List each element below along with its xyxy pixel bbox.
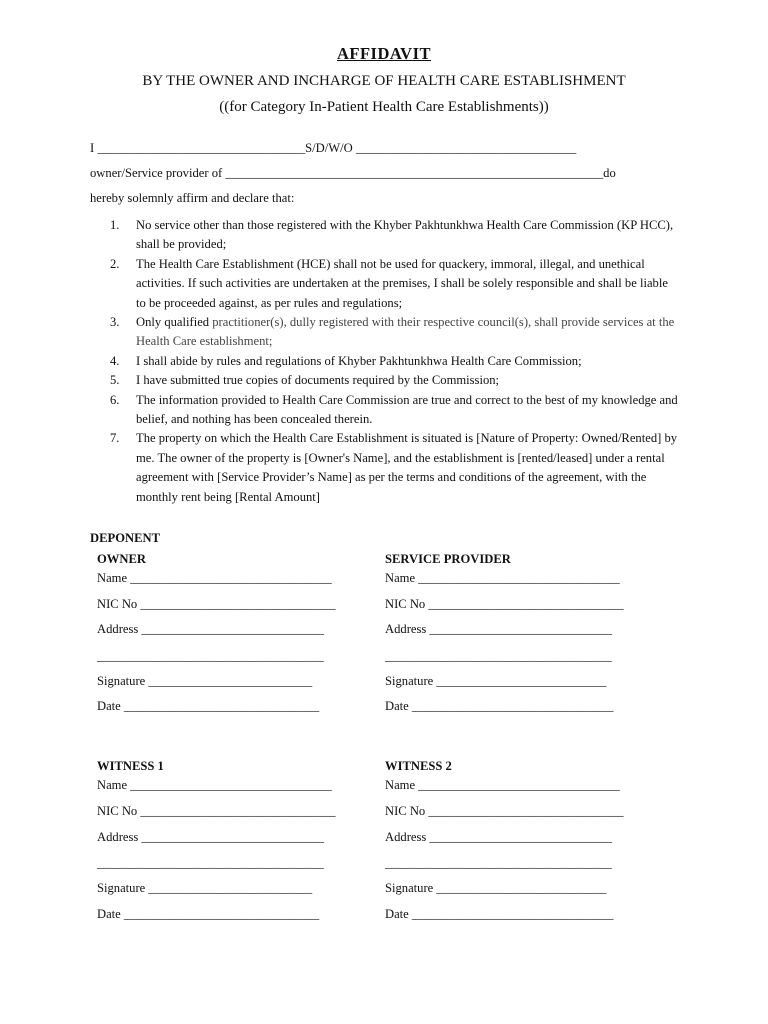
witness2-nic-field: NIC No _______________________________ (385, 804, 624, 818)
owner-nic-field: NIC No _______________________________ (97, 597, 336, 611)
item-number: 4. (110, 353, 120, 368)
affirm-line: hereby solemnly affirm and declare that: (90, 191, 295, 205)
witness2-name-field: Name ________________________________ (385, 778, 620, 792)
list-item (110, 429, 680, 507)
witness1-name-field: Name ________________________________ (97, 778, 332, 792)
owner-date-field: Date _______________________________ (97, 699, 320, 713)
witness1-nic-field: NIC No _______________________________ (97, 804, 336, 818)
list-item (110, 352, 680, 371)
item-text-part: Only qualified (136, 315, 213, 330)
owner-name-field: Name ________________________________ (97, 571, 332, 585)
document-subtitle: BY THE OWNER AND INCHARGE OF HEALTH CARE ESTABLISHMENT (142, 73, 626, 89)
witness2-date-field: Date ________________________________ (385, 907, 614, 921)
item-text: I shall abide by rules and regulations of Khyber Pakhtunkhwa Health Care Commission; (136, 353, 582, 368)
witness1-address-field: Address _____________________________ (97, 830, 325, 844)
list-item (110, 391, 680, 430)
provider-nic-field: NIC No _______________________________ (385, 597, 624, 611)
declarant-line: I _________________________________S/D/W/O ___________________________________ (90, 141, 577, 155)
provider-address-field: Address _____________________________ (385, 622, 613, 636)
owner-address-field: Address _____________________________ (97, 622, 325, 636)
list-item (110, 313, 680, 352)
witness2-signature-field: Signature ___________________________ (385, 881, 607, 895)
witness1-heading: WITNESS 1 (97, 759, 164, 773)
deponent-heading: DEPONENT (90, 531, 160, 545)
item-number: 6. (110, 392, 120, 407)
list-item (110, 371, 680, 390)
item-number: 1. (110, 218, 120, 232)
item-text: The property on which the Health Care Establishment is situated is [Nature of Property: Owned/Rented] by me. The owner of the property is [Owner's Name], and the establishment is [rented/leased] under a rental agreement with [Service Provider’s Name] as per the terms and conditions of the agreement, with the monthly rent being [Rental Amount] (136, 431, 678, 504)
document-title: AFFIDAVIT (336, 44, 432, 63)
owner-heading: OWNER (97, 552, 146, 566)
provider-name-field: Name ________________________________ (385, 571, 620, 585)
provider-address-line2: ____________________________________ (385, 649, 612, 663)
item-text: I have submitted true copies of documents required by the Commission; (136, 373, 500, 388)
list-item (110, 255, 680, 313)
witness2-heading: WITNESS 2 (385, 759, 452, 773)
item-number: 2. (110, 256, 120, 271)
witness2-address-line2: ____________________________________ (385, 856, 612, 870)
witness1-address-line2: ____________________________________ (97, 856, 324, 870)
item-number: 7. (110, 431, 120, 446)
item-text (136, 313, 680, 352)
item-text: The information provided to Health Care Commission are true and correct to the best of my knowledge and belief, and nothing has been concealed therein. (136, 392, 678, 427)
witness1-signature-field: Signature __________________________ (97, 881, 313, 895)
owner-provider-line: owner/Service provider of ____________________________________________________________do (90, 166, 616, 180)
item-text-part: practitioner(s), dully registered with their respective council(s), shall provide services at the Health Care establishment; (136, 315, 675, 349)
provider-date-field: Date ________________________________ (385, 699, 614, 713)
item-text: The Health Care Establishment (HCE) shall not be used for quackery, immoral, illegal, and unethical activities. If such activities are undertaken at the premises, I shall be solely responsible and shall be liable to be proceeded against, as per rules and regulations; (136, 256, 668, 310)
item-number: 3. (110, 315, 120, 330)
witness2-address-field: Address _____________________________ (385, 830, 613, 844)
service-provider-heading: SERVICE PROVIDER (385, 552, 511, 566)
document-category: ((for Category In-Patient Health Care Establishments)) (219, 99, 549, 115)
item-number: 5. (110, 373, 120, 388)
list-item (110, 216, 680, 255)
owner-signature-field: Signature __________________________ (97, 674, 313, 688)
provider-signature-field: Signature ___________________________ (385, 674, 607, 688)
item-text: No service other than those registered with the Khyber Pakhtunkhwa Health Care Commission (KP HCC), shall be provided; (136, 218, 674, 252)
witness1-date-field: Date _______________________________ (97, 907, 320, 921)
owner-address-line2: ____________________________________ (97, 649, 324, 663)
declaration-list (110, 216, 680, 507)
